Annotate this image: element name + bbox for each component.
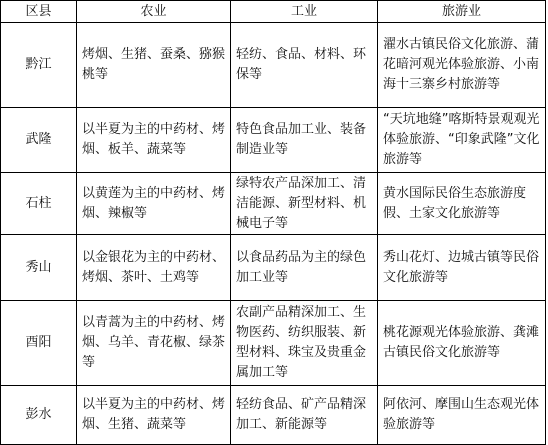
table-row	[1, 301, 546, 386]
agriculture-cell: 以青蒿为主的中药材、烤烟、乌羊、青花椒、绿茶等	[77, 301, 231, 386]
tourism-cell: 濯水古镇民俗文化旅游、蒲花暗河观光体验旅游、小南海十三寨乡村旅游等	[378, 23, 546, 108]
industry-cell: 特色食品加工业、装备制造业等	[231, 108, 378, 173]
tourism-cell: 桃花源观光体验旅游、龚滩古镇民俗文化旅游等	[378, 301, 546, 386]
agriculture-cell: 以黄莲为主的中药材、烤烟、辣椒等	[77, 173, 231, 235]
industry-cell: 以食品药品为主的绿色加工业等	[231, 235, 378, 301]
industry-cell: 绿特农产品深加工、清洁能源、新型材料、机械电子等	[231, 173, 378, 235]
county-cell: 彭水	[1, 386, 77, 445]
industry-cell: 轻纺、食品、材料、环保等	[231, 23, 378, 108]
header-agriculture: 农业	[77, 1, 231, 23]
agriculture-cell: 烤烟、生猪、蚕桑、猕猴桃等	[77, 23, 231, 108]
table-row	[1, 386, 546, 445]
tourism-cell: “天坑地缝”喀斯特景观观光体验旅游、“印象武隆”文化旅游等	[378, 108, 546, 173]
table-row	[1, 108, 546, 173]
table-row	[1, 23, 546, 108]
agriculture-cell: 以金银花为主的中药材、烤烟、茶叶、土鸡等	[77, 235, 231, 301]
county-cell: 黔江	[1, 23, 77, 108]
header-tourism: 旅游业	[378, 1, 546, 23]
agriculture-cell: 以半夏为主的中药材、烤烟、板羊、蔬菜等	[77, 108, 231, 173]
agriculture-cell: 以半夏为主的中药材、烤烟、生猪、蔬菜等	[77, 386, 231, 445]
county-cell: 武隆	[1, 108, 77, 173]
industry-cell: 轻纺食品、矿产品精深加工、新能源等	[231, 386, 378, 445]
header-industry: 工业	[231, 1, 378, 23]
table-row	[1, 173, 546, 235]
county-cell: 秀山	[1, 235, 77, 301]
industry-cell: 农副产品精深加工、生物医药、纺织服装、新型材料、珠宝及贵重金属加工等	[231, 301, 378, 386]
table-row	[1, 235, 546, 301]
header-row	[1, 1, 546, 23]
tourism-cell: 阿依河、摩围山生态观光体验旅游等	[378, 386, 546, 445]
header-county: 区县	[1, 1, 77, 23]
tourism-cell: 秀山花灯、边城古镇等民俗文化旅游等	[378, 235, 546, 301]
tourism-cell: 黄水国际民俗生态旅游度假、土家文化旅游等	[378, 173, 546, 235]
county-cell: 酉阳	[1, 301, 77, 386]
county-cell: 石柱	[1, 173, 77, 235]
